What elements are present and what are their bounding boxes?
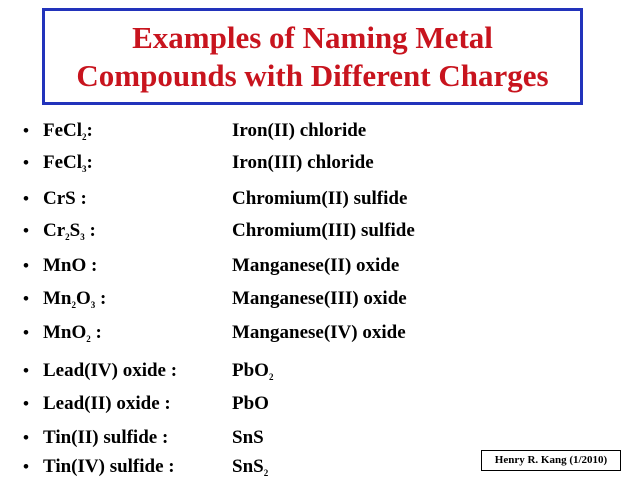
bullet: • bbox=[23, 457, 29, 476]
subscript: 2 bbox=[82, 132, 87, 142]
compound-name bbox=[232, 148, 374, 178]
text-part: O bbox=[76, 288, 91, 309]
bullet: • bbox=[23, 256, 29, 275]
text-part: : bbox=[86, 120, 93, 141]
compound-formula bbox=[43, 389, 171, 419]
compound-formula bbox=[43, 318, 102, 354]
compound-name bbox=[232, 389, 269, 419]
compound-row bbox=[0, 284, 638, 314]
compound-name bbox=[232, 284, 407, 314]
compound-name bbox=[232, 184, 407, 214]
title-box bbox=[42, 8, 583, 105]
text-part: Cr bbox=[43, 220, 66, 241]
compound-row bbox=[0, 423, 638, 453]
compound-row bbox=[0, 184, 638, 214]
text-part: Tin(II) sulfide : bbox=[43, 427, 169, 448]
bullet: • bbox=[23, 289, 29, 308]
text-part: Manganese(III) oxide bbox=[232, 288, 407, 309]
text-part: : bbox=[86, 152, 93, 173]
text-part: Chromium(III) sulfide bbox=[232, 220, 415, 241]
text-part: S bbox=[69, 220, 81, 241]
text-part: Manganese(II) oxide bbox=[232, 255, 400, 276]
text-part: PbO bbox=[232, 393, 269, 414]
subscript: 2 bbox=[71, 300, 76, 310]
text-part: Iron(III) chloride bbox=[232, 152, 374, 173]
text-part: FeCl bbox=[43, 120, 83, 141]
text-part: FeCl bbox=[43, 152, 83, 173]
compound-name bbox=[232, 251, 399, 281]
text-part: Tin(IV) sulfide : bbox=[43, 456, 175, 477]
compound-row bbox=[0, 216, 638, 246]
text-part: Iron(II) chloride bbox=[232, 120, 367, 141]
text-part: SnS bbox=[232, 456, 264, 477]
subscript: 3 bbox=[90, 300, 96, 310]
text-part: Manganese(IV) oxide bbox=[232, 322, 406, 343]
text-part: SnS bbox=[232, 427, 264, 448]
compound-row bbox=[0, 251, 638, 281]
subscript: 2 bbox=[86, 334, 91, 344]
compound-row bbox=[0, 356, 638, 386]
bullet: • bbox=[23, 221, 29, 240]
compound-formula bbox=[43, 148, 93, 184]
compound-formula bbox=[43, 216, 96, 252]
text-part: : bbox=[90, 322, 102, 343]
compound-row bbox=[0, 318, 638, 348]
text-part: Mn bbox=[43, 288, 72, 309]
compound-row bbox=[0, 148, 638, 178]
text-part: CrS : bbox=[43, 188, 87, 209]
compound-name bbox=[232, 216, 415, 246]
compound-name bbox=[232, 116, 366, 146]
text-part: PbO bbox=[232, 360, 269, 381]
compound-formula bbox=[43, 251, 97, 281]
text-part: MnO bbox=[43, 322, 87, 343]
bullet: • bbox=[23, 394, 29, 413]
author-credit: Henry R. Kang (1/2010) bbox=[481, 450, 621, 471]
compound-formula bbox=[43, 184, 87, 214]
compound-row bbox=[0, 116, 638, 146]
text-part: MnO : bbox=[43, 255, 98, 276]
subscript: 2 bbox=[65, 232, 70, 242]
subscript: 3 bbox=[82, 164, 87, 174]
compound-name bbox=[232, 356, 273, 392]
bullet: • bbox=[23, 153, 29, 172]
subscript: 2 bbox=[268, 372, 274, 382]
title-line-1: Examples of Naming Metal bbox=[132, 19, 493, 55]
compound-row bbox=[0, 389, 638, 419]
text-part: : bbox=[95, 288, 107, 309]
compound-formula bbox=[43, 452, 175, 482]
bullet: • bbox=[23, 323, 29, 342]
compound-name bbox=[232, 452, 268, 488]
subscript: 3 bbox=[80, 232, 85, 242]
text-part: Lead(II) oxide : bbox=[43, 393, 171, 414]
compound-formula bbox=[43, 284, 106, 320]
text-part: Chromium(II) sulfide bbox=[232, 188, 408, 209]
compound-name bbox=[232, 318, 406, 348]
subscript: 2 bbox=[263, 468, 269, 478]
bullet: • bbox=[23, 121, 29, 140]
compound-formula bbox=[43, 423, 168, 453]
text-part: Lead(IV) oxide : bbox=[43, 360, 178, 381]
compound-formula bbox=[43, 116, 93, 152]
bullet: • bbox=[23, 361, 29, 380]
bullet: • bbox=[23, 189, 29, 208]
text-part: : bbox=[84, 220, 96, 241]
compound-formula bbox=[43, 356, 177, 386]
title-line-2: Compounds with Different Charges bbox=[76, 57, 549, 93]
bullet: • bbox=[23, 428, 29, 447]
compound-name bbox=[232, 423, 264, 453]
